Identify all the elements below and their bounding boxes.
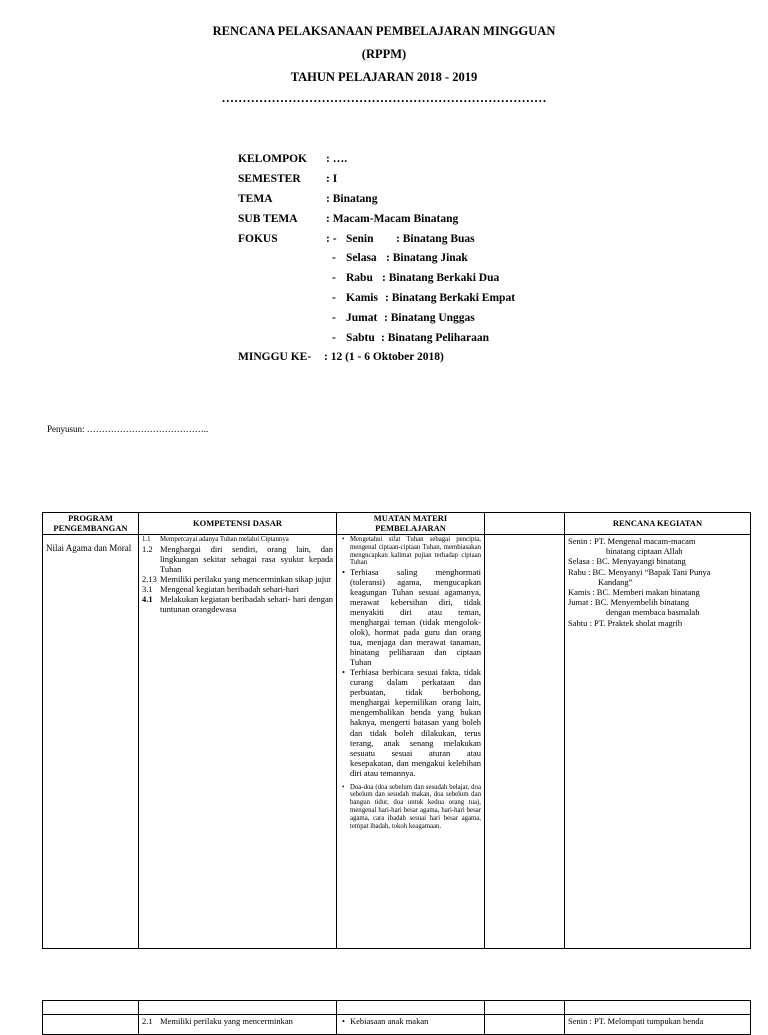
- header-rencana: RENCANA KEGIATAN: [565, 513, 751, 535]
- kegiatan-item: Senin : PT. Mengenal macam-macam: [568, 536, 696, 546]
- table-row: [43, 535, 751, 949]
- semester-label: SEMESTER: [238, 173, 301, 185]
- materi-item: • Kebiasaan anak makan: [350, 1016, 481, 1026]
- kelompok-value: : ….: [326, 153, 348, 165]
- fokus-value: : Binatang Berkaki Dua: [382, 272, 500, 284]
- kegiatan-cell: [565, 535, 751, 949]
- document-abbreviation: (RPPM): [361, 47, 407, 61]
- minggu-label: MINGGU KE-: [238, 351, 312, 363]
- title-dots: ……………………………………………………………………: [221, 91, 547, 105]
- kd-item: 2.13 Memiliki perilaku yang mencerminkan sikap jujur: [142, 573, 332, 584]
- rppm-table-continued: [42, 1000, 751, 1035]
- kegiatan-item-cont: Kandang”: [598, 576, 633, 587]
- minggu-value: : 12 (1 - 6 Oktober 2018): [324, 351, 444, 363]
- kompetensi-cell: [139, 535, 337, 949]
- header-program: PROGRAM PENGEMBANGAN: [43, 513, 139, 535]
- fokus-prefix: : -: [326, 233, 337, 245]
- kd-item: 4.1 Melakukan kegiatan beribadah sehari- hari dengan tuntunan orangdewasa: [142, 593, 333, 614]
- empty-cell: [485, 535, 565, 949]
- kegiatan-item: Jumat : BC. Menyembelih binatang: [568, 597, 690, 608]
- program-cell: [43, 1015, 139, 1035]
- fokus-dash: -: [332, 252, 336, 264]
- fokus-dash: -: [332, 332, 336, 344]
- materi-item: • Terbiasa berbicara sesuai fakta, tidak curang dalam perkataan dan perbuatan, tidak berbohong, menghargai kepemilikan orang lain, mengembalikan benda yang bukan haknya, mengerti batasan yang boleh dan tidak boleh dilakukan, terus terang, anak senang melakukan sesuatu sesuai aturan atau kesepakatan, dan mengakui kelebihan diri atau temannya.: [350, 667, 481, 777]
- fokus-label: FOKUS: [238, 233, 278, 245]
- fokus-day: Kamis: [346, 292, 378, 304]
- kd-item: 1.2 Menghargai diri sendiri, orang lain, dan lingkungan sekitar sebagai rasa syukur kepada Tuhan: [142, 543, 333, 574]
- academic-year: TAHUN PELAJARAN 2018 - 2019: [290, 70, 478, 84]
- fokus-value: : Binatang Berkaki Empat: [385, 292, 516, 304]
- fokus-value: : Binatang Unggas: [384, 312, 475, 324]
- penyusun-line: Penyusun: …………………………………..: [47, 424, 209, 434]
- header-empty: [485, 513, 565, 535]
- semester-value: : I: [326, 173, 338, 185]
- kd-item: 1.1 Mempercayai adanya Tuhan melalui Ciptannya: [142, 536, 289, 543]
- materi-item: • Terbiasa saling menghormati (toleransi) agama, mengucapkan keagungan Tuhan sesuai agamanya, merawat kebersihan diri, tidak menyakiti diri atau teman, menghargai teman (tidak mengolok-olok), hormat pada guru dan orang tua, menjaga dan merawat tanaman, binatang peliharaan dan ciptaan Tuhan: [350, 567, 481, 667]
- document-title: RENCANA PELAKSANAAN PEMBELAJARAN MINGGUAN: [212, 24, 556, 38]
- fokus-day: Selasa: [346, 252, 377, 264]
- fokus-day: Sabtu: [346, 332, 375, 344]
- materi-item: • Doa-doa (doa sebelum dan sesudah belajar, doa sebelum dan sesudah makan, doa sebelum dan bangun tidur, doa untuk kedua orang tua), mengenal hari-hari besar agama, hari-hari besar agama, cara ibadah sesuai hari besar agama, tempat ibadah, tokoh keagamaan.: [350, 784, 481, 831]
- tema-label: TEMA: [238, 193, 273, 205]
- subtema-value: : Macam-Macam Binatang: [326, 213, 459, 225]
- table-row: [43, 1015, 751, 1035]
- fokus-value: : Binatang Jinak: [386, 252, 468, 264]
- fokus-value: : Binatang Buas: [396, 233, 475, 245]
- kegiatan-item: Sabtu : PT. Praktek sholat magrib: [568, 617, 683, 628]
- kegiatan-cell: [565, 1015, 751, 1035]
- kegiatan-item: Rabu : BC. Menyanyi “Bapak Tani Punya: [568, 566, 711, 577]
- kompetensi-cell: [139, 1015, 337, 1035]
- fokus-value: : Binatang Peliharaan: [381, 332, 489, 344]
- kd-item: 3.1 Mengenal kegiatan beribadah sehari-hari: [142, 583, 300, 594]
- kegiatan-item: Kamis : BC. Memberi makan binatang: [568, 586, 700, 597]
- header-muatan: MUATAN MATERI PEMBELAJARAN: [337, 513, 485, 535]
- empty-cell: [485, 1015, 565, 1035]
- kegiatan-item-cont: binatang ciptaan Allah: [606, 546, 683, 557]
- program-cell: Nilai Agama dan Moral: [43, 535, 139, 949]
- fokus-day: Senin: [346, 233, 374, 245]
- rppm-table: [42, 512, 751, 949]
- fokus-day: Rabu: [346, 272, 373, 284]
- fokus-dash: -: [332, 272, 336, 284]
- fokus-dash: -: [332, 292, 336, 304]
- fokus-day: Jumat: [346, 312, 378, 324]
- table-header-row: [43, 1001, 751, 1015]
- header-kompetensi: KOMPETENSI DASAR: [139, 513, 337, 535]
- materi-item: • Mengetahui sifat Tuhan sebagai pencipta, mengenal ciptaan-ciptaan Tuhan, membiasakan mengucapkan kalimat pujian terhadap ciptaan Tuhan: [350, 536, 481, 567]
- kelompok-label: KELOMPOK: [238, 153, 307, 165]
- kd-item: 2.1 Memiliki perilaku yang mencerminkan: [142, 1016, 293, 1026]
- tema-value: : Binatang: [326, 193, 378, 205]
- subtema-label: SUB TEMA: [238, 213, 298, 225]
- kegiatan-item-cont: dengan membaca basmalah: [606, 607, 700, 618]
- fokus-dash: -: [332, 312, 336, 324]
- muatan-cell: [337, 1015, 485, 1035]
- kegiatan-item: Selasa : BC. Menyayangi binatang: [568, 556, 686, 567]
- muatan-cell: [337, 535, 485, 949]
- table-header-row: [43, 513, 751, 535]
- kegiatan-item: Senin : PT. Melompati tumpukan benda: [568, 1016, 704, 1026]
